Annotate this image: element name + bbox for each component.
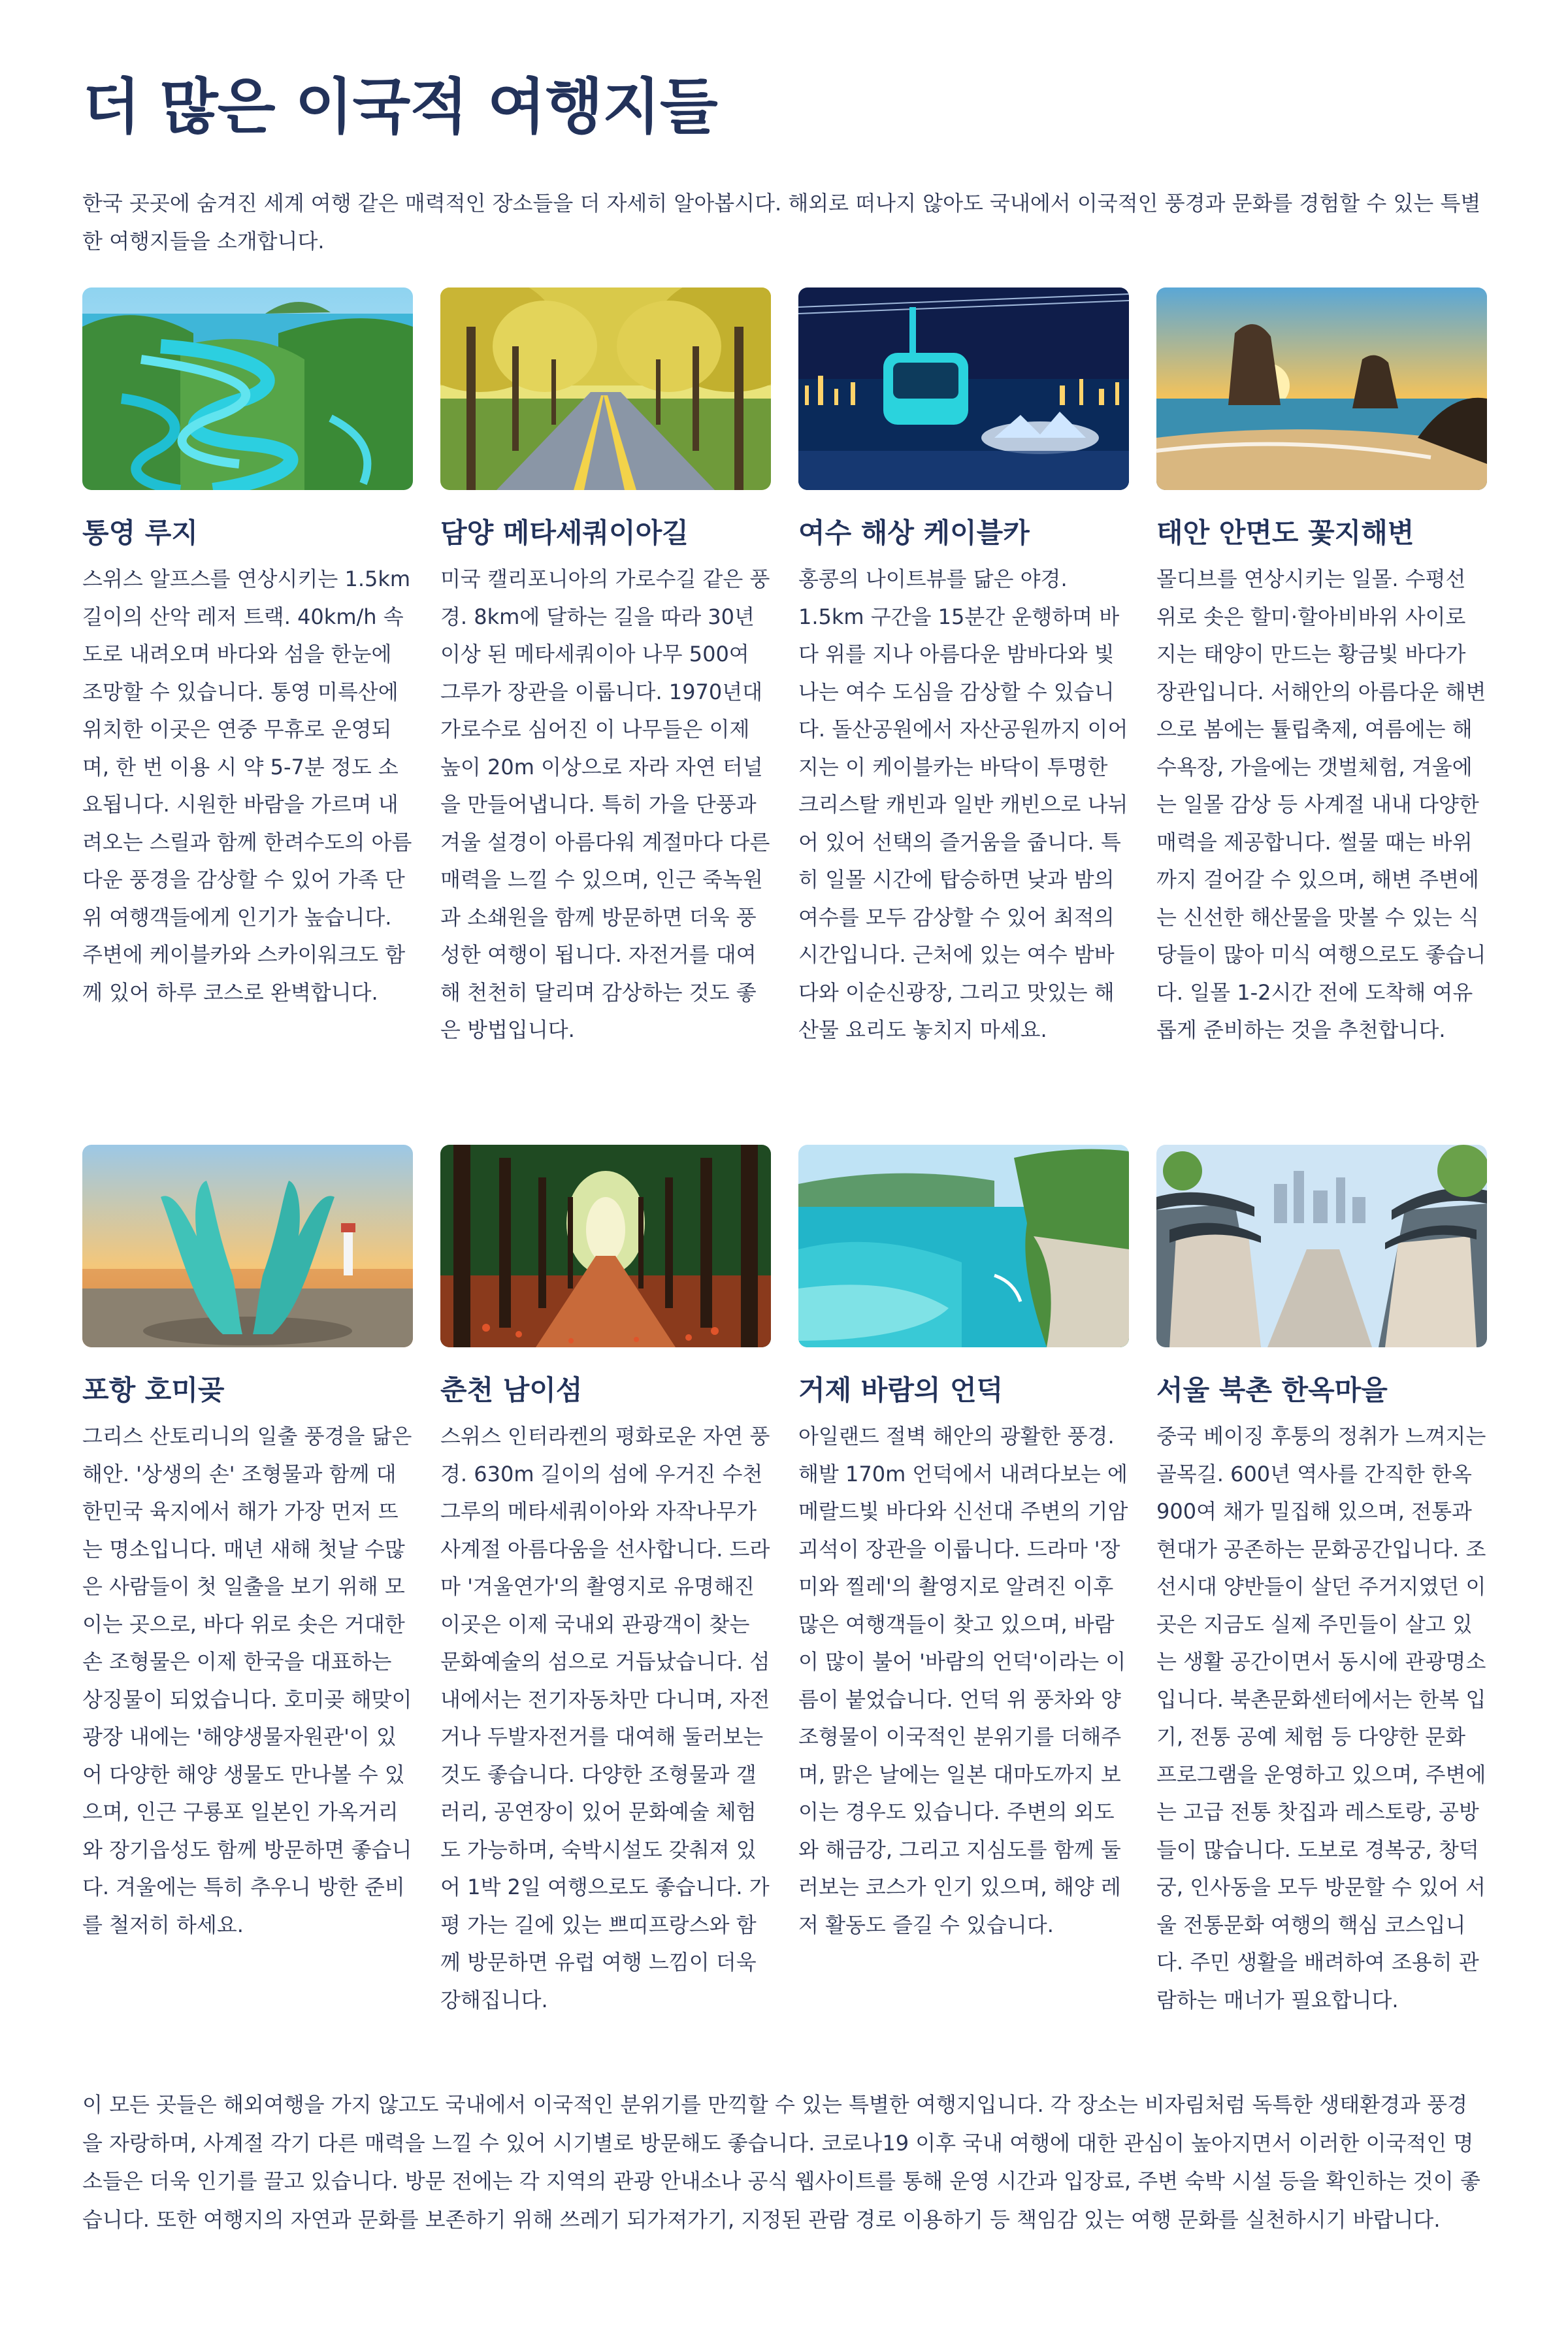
card-description: 홍콩의 나이트뷰를 닮은 야경. 1.5km 구간을 15분간 운행하며 바다 위를 지나 아름다운 밤바다와 빛나는 여수 도심을 감상할 수 있습니다. 돌산공원에서 자산공원까지 이어지는 이 케이블카는 바닥이 투명한 크리스탈 캐빈과 일반 캐빈으로 나뉘어 있어 선택의 즐거움을 줍니다. 특히 일몰 시간에 탑승하면 낮과 밤의 여수를 모두 감상할 수 있어 최적의 시간입니다. 근처에 있는 여수 밤바다와 이순신광장, 그리고 맛있는 해산물 요리도 놓치지 마세요.: [798, 566, 1128, 1042]
card-title: 춘천 남이섬: [440, 1374, 583, 1406]
destination-card-yeosu: [798, 287, 1129, 1049]
card-description: 스위스 알프스를 연상시키는 1.5km 길이의 산악 레저 트랙. 40km/h 속도로 내려오며 바다와 섬을 한눈에 조망할 수 있습니다. 통영 미륵산에 위치한 이곳은 연중 무휴로 운영되며, 한 번 이용 시 약 5-7분 정도 소요됩니다. 시원한 바람을 가르며 내려오는 스릴과 함께 한려수도의 아름다운 풍경을 감상할 수 있어 가족 단위 여행객들에게 인기가 높습니다. 주변에 케이블카와 스카이워크도 함께 있어 하루 코스로 완벽합니다.: [82, 566, 412, 1005]
card-title: 담양 메타세쿼이아길: [440, 517, 689, 549]
intro-paragraph: 한국 곳곳에 숨겨진 세계 여행 같은 매력적인 장소들을 더 자세히 알아봅시다. 해외로 떠나지 않아도 국내에서 이국적인 풍경과 문화를 경험할 수 있는 특별한 여행지들을 소개합니다.: [82, 191, 1481, 254]
forest-path-photo: [440, 1145, 771, 1347]
card-description: 스위스 인터라켄의 평화로운 자연 풍경. 630m 길이의 섬에 우거진 수천 그루의 메타세쿼이아와 자작나무가 사계절 아름다움을 선사합니다. 드라마 '겨울연가'의 촬영지로 유명해진 이곳은 이제 국내외 관광객이 찾는 문화예술의 섬으로 거듭났습니다. 섬 내에서는 전기자동차만 다니며, 자전거나 두발자전거를 대여해 둘러보는 것도 좋습니다. 다양한 조형물과 갤러리, 공연장이 있어 문화예술 체험도 가능하며, 숙박시설도 갖춰져 있어 1박 2일 여행으로도 좋습니다. 가평 가는 길에 있는 쁘띠프랑스와 함께 방문하면 유럽 여행 느낌이 더욱 강해집니다.: [440, 1424, 770, 2012]
card-title: 여수 해상 케이블카: [798, 517, 1030, 549]
destination-card-pohang: [82, 1145, 413, 1944]
sunset-beach-photo: [1156, 287, 1487, 490]
card-title: 통영 루지: [82, 517, 198, 549]
card-title: 태안 안면도 꽃지해변: [1156, 517, 1414, 549]
tree-road-photo: [440, 287, 771, 490]
destination-card-chuncheon: [440, 1145, 771, 2019]
destination-card-tongyeong: [82, 287, 413, 1011]
card-description: 중국 베이징 후퉁의 정취가 느껴지는 골목길. 600년 역사를 간직한 한옥 900여 채가 밀집해 있으며, 전통과 현대가 공존하는 문화공간입니다. 조선시대 양반들이 살던 주거지였던 이곳은 지금도 실제 주민들이 살고 있는 생활 공간이면서 동시에 관광명소입니다. 북촌문화센터에서는 한복 입기, 전통 공예 체험 등 다양한 문화 프로그램을 운영하고 있으며, 주변에는 고급 전통 찻집과 레스토랑, 공방들이 많습니다. 도보로 경복궁, 창덕궁, 인사동을 모두 방문할 수 있어 서울 전통문화 여행의 핵심 코스입니다. 주민 생활을 배려하여 조용히 관람하는 매너가 필요합니다.: [1156, 1424, 1486, 2012]
luge-track-photo: [82, 287, 413, 490]
card-title: 포항 호미곶: [82, 1374, 225, 1406]
destination-card-geoje: [798, 1145, 1129, 1944]
hanok-village-photo: [1156, 1145, 1487, 1347]
card-description: 몰디브를 연상시키는 일몰. 수평선 위로 솟은 할미·할아비바위 사이로 지는 태양이 만드는 황금빛 바다가 장관입니다. 서해안의 아름다운 해변으로 봄에는 튤립축제, 여름에는 해수욕장, 가을에는 갯벌체험, 겨울에는 일몰 감상 등 사계절 내내 다양한 매력을 제공합니다. 썰물 때는 바위까지 걸어갈 수 있으며, 해변 주변에는 신선한 해산물을 맛볼 수 있는 식당들이 많아 미식 여행으로도 좋습니다. 일몰 1-2시간 전에 도착해 여유롭게 준비하는 것을 추천합니다.: [1156, 566, 1486, 1042]
card-title: 서울 북촌 한옥마을: [1156, 1374, 1388, 1406]
destination-card-bukchon: [1156, 1145, 1487, 2019]
destination-card-taean: [1156, 287, 1487, 1049]
card-title: 거제 바람의 언덕: [798, 1374, 1004, 1406]
card-description: 그리스 산토리니의 일출 풍경을 닮은 해안. '상생의 손' 조형물과 함께 대한민국 육지에서 해가 가장 먼저 뜨는 명소입니다. 매년 새해 첫날 수많은 사람들이 첫 일출을 보기 위해 모이는 곳으로, 바다 위로 솟은 거대한 손 조형물은 이제 한국을 대표하는 상징물이 되었습니다. 호미곶 해맞이광장 내에는 '해양생물자원관'이 있어 다양한 해양 생물도 만나볼 수 있으며, 인근 구룡포 일본인 가옥거리와 장기읍성도 함께 방문하면 좋습니다. 겨울에는 특히 추우니 방한 준비를 철저히 하세요.: [82, 1424, 412, 1937]
hands-sculpture-photo: [82, 1145, 413, 1347]
card-description: 아일랜드 절벽 해안의 광활한 풍경. 해발 170m 언덕에서 내려다보는 에메랄드빛 바다와 신선대 주변의 기암괴석이 장관을 이룹니다. 드라마 '장미와 찔레'의 촬영지로 알려진 이후 많은 여행객들이 찾고 있으며, 바람이 많이 불어 '바람의 언덕'이라는 이름이 붙었습니다. 언덕 위 풍차와 양 조형물이 이국적인 분위기를 더해주며, 맑은 날에는 일본 대마도까지 보이는 경우도 있습니다. 주변의 외도와 해금강, 그리고 지심도를 함께 둘러보는 코스가 인기 있으며, 해양 레저 활동도 즐길 수 있습니다.: [798, 1424, 1128, 1937]
coast-cliff-photo: [798, 1145, 1129, 1347]
closing-paragraph: 이 모든 곳들은 해외여행을 가지 않고도 국내에서 이국적인 분위기를 만끽할 수 있는 특별한 여행지입니다. 각 장소는 비자림처럼 독특한 생태환경과 풍경을 자랑하며, 사계절 각기 다른 매력을 느낄 수 있어 시기별로 방문해도 좋습니다. 코로나19 이후 국내 여행에 대한 관심이 높아지면서 이러한 이국적인 명소들은 더욱 인기를 끌고 있습니다. 방문 전에는 각 지역의 관광 안내소나 공식 웹사이트를 통해 운영 시간과 입장료, 주변 숙박 시설 등을 확인하는 것이 좋습니다. 또한 여행지의 자연과 문화를 보존하기 위해 쓰레기 되가져가기, 지정된 관람 경로 이용하기 등 책임감 있는 여행 문화를 실천하시기 바랍니다.: [82, 2092, 1480, 2232]
card-description: 미국 캘리포니아의 가로수길 같은 풍경. 8km에 달하는 길을 따라 30년 이상 된 메타세쿼이아 나무 500여 그루가 장관을 이룹니다. 1970년대 가로수로 심어진 이 나무들은 이제 높이 20m 이상으로 자라 자연 터널을 만들어냅니다. 특히 가을 단풍과 겨울 설경이 아름다워 계절마다 다른 매력을 느낄 수 있으며, 인근 죽녹원과 소쇄원을 함께 방문하면 더욱 풍성한 여행이 됩니다. 자전거를 대여해 천천히 달리며 감상하는 것도 좋은 방법입니다.: [440, 566, 770, 1042]
destination-card-damyang: [440, 287, 771, 1049]
cable-car-photo: [798, 287, 1129, 490]
page-title: 더 많은 이국적 여행지들: [82, 72, 717, 142]
